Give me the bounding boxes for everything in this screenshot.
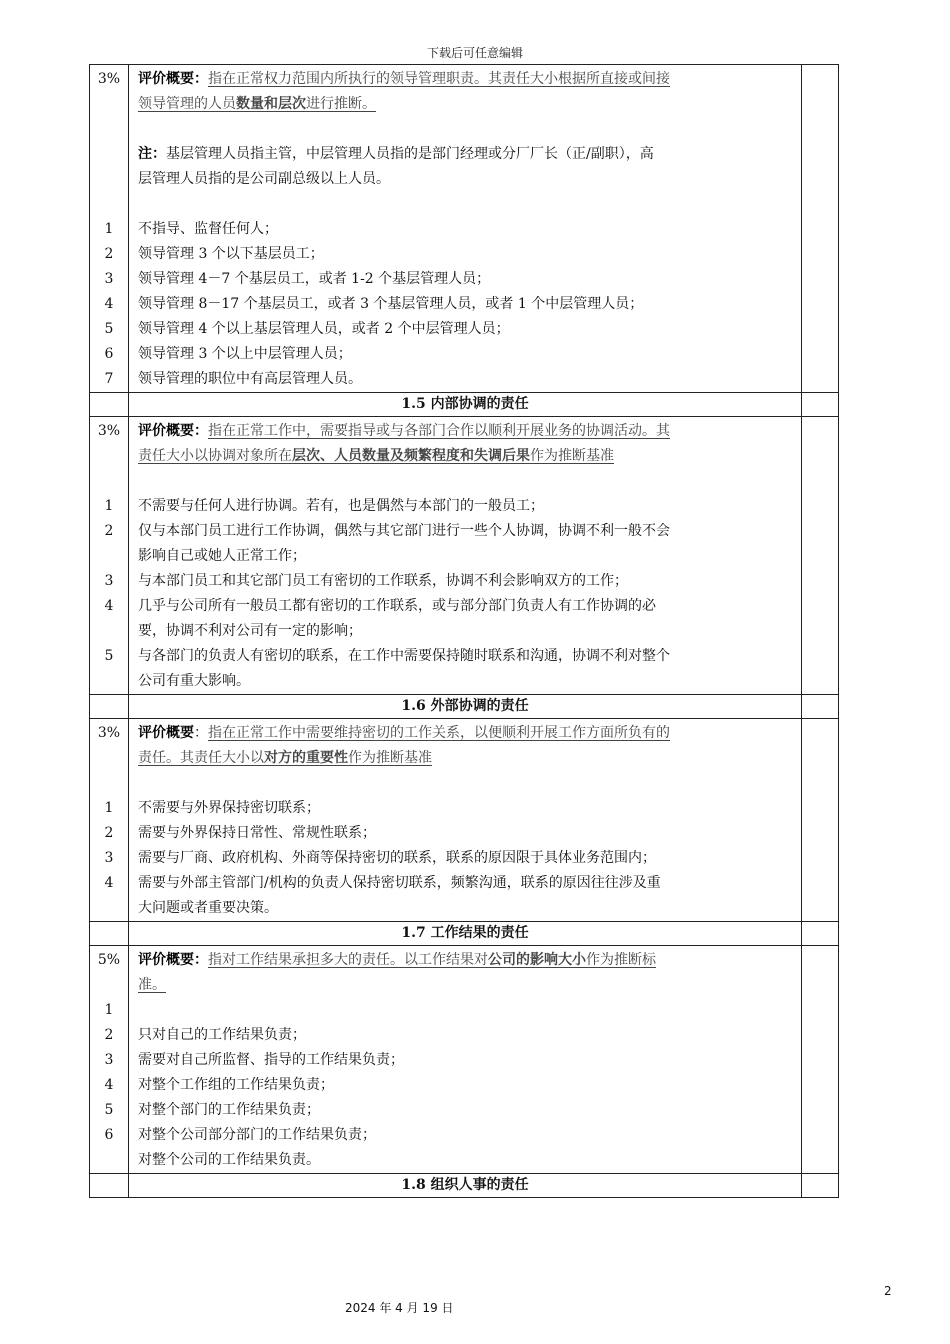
level-item: 仅与本部门员工进行工作协调，偶然与其它部门进行一些个人协调，协调不利一般不会 bbox=[138, 523, 670, 539]
page-header: 下载后可任意编辑 bbox=[426, 46, 523, 60]
summary-text: 责任。其责任大小以 bbox=[138, 750, 264, 766]
summary-colon: ： bbox=[194, 725, 208, 741]
leadership-row bbox=[90, 65, 839, 393]
level-number: 6 bbox=[104, 346, 114, 362]
level-number: 3 bbox=[104, 1052, 114, 1068]
section-title: 1.5 内部协调的责任 bbox=[129, 393, 802, 417]
level-number: 3 bbox=[104, 573, 114, 589]
empty-cell bbox=[802, 1174, 839, 1198]
score-cell bbox=[802, 719, 839, 922]
level-number: 1 bbox=[104, 498, 114, 514]
level-item: 领导管理 8－17 个基层员工，或者 3 个基层管理人员，或者 1 个中层管理人员； bbox=[138, 296, 644, 312]
weight-value: 5% bbox=[97, 952, 121, 968]
empty-cell bbox=[802, 695, 839, 719]
level-number: 2 bbox=[104, 523, 114, 539]
level-item: 领导管理 4－7 个基层员工，或者 1-2 个基层管理人员； bbox=[138, 271, 491, 287]
level-number: 5 bbox=[104, 1102, 114, 1118]
internal-row bbox=[90, 417, 839, 695]
section-title: 1.7 工作结果的责任 bbox=[129, 922, 802, 946]
level-item-cont: 要，协调不利对公司有一定的影响； bbox=[138, 623, 362, 639]
level-item: 与各部门的负责人有密切的联系，在工作中需要保持随时联系和沟通，协调不利对整个 bbox=[138, 648, 670, 664]
weight-value: 3% bbox=[97, 423, 121, 439]
section-title-row bbox=[90, 695, 839, 719]
summary-text: 指在正常工作中，需要指导或与各部门合作以顺利开展业务的协调活动。其 bbox=[208, 423, 670, 439]
summary-text: 作为推断基准 bbox=[348, 750, 432, 766]
score-cell bbox=[802, 417, 839, 695]
results-numbers bbox=[90, 946, 129, 1174]
level-number: 2 bbox=[104, 825, 114, 841]
summary-text: 指在正常权力范围内所执行的领导管理职责。其责任大小根据所直接或间接 bbox=[208, 71, 670, 87]
evaluation-table bbox=[89, 64, 839, 1198]
level-item-cont: 大问题或者重要决策。 bbox=[138, 900, 278, 916]
summary-label: 评价概要 bbox=[138, 725, 194, 741]
summary-line bbox=[138, 67, 792, 92]
summary-text: 领导管理的人员 bbox=[138, 96, 236, 112]
internal-content bbox=[129, 417, 802, 695]
level-number: 3 bbox=[104, 271, 114, 287]
summary-keyword: 公司的影响大小 bbox=[488, 952, 586, 968]
section-title-row bbox=[90, 393, 839, 417]
summary-text: 指对工作结果承担多大的责任。以工作结果对 bbox=[208, 952, 488, 968]
weight-value: 3% bbox=[97, 725, 121, 741]
level-number: 5 bbox=[104, 648, 114, 664]
level-item: 领导管理的职位中有高层管理人员。 bbox=[138, 371, 362, 387]
summary-label: 评价概要： bbox=[138, 952, 208, 968]
level-item: 需要与外界保持日常性、常规性联系； bbox=[138, 825, 376, 841]
leadership-numbers bbox=[90, 65, 129, 393]
internal-numbers bbox=[90, 417, 129, 695]
summary-text: 准。 bbox=[138, 977, 166, 993]
empty-cell bbox=[90, 393, 129, 417]
page-number: 2 bbox=[884, 1284, 892, 1298]
level-number: 1 bbox=[104, 800, 114, 816]
level-item: 需要与厂商、政府机构、外商等保持密切的联系，联系的原因限于具体业务范围内； bbox=[138, 850, 656, 866]
level-number: 6 bbox=[104, 1127, 114, 1143]
level-number: 1 bbox=[104, 221, 114, 237]
level-item: 领导管理 3 个以下基层员工； bbox=[138, 246, 324, 262]
summary-line bbox=[138, 948, 792, 973]
level-item: 不需要与外界保持密切联系； bbox=[138, 800, 320, 816]
level-item: 几乎与公司所有一般员工都有密切的工作联系，或与部分部门负责人有工作协调的必 bbox=[138, 598, 656, 614]
score-cell bbox=[802, 65, 839, 393]
footer-date: 2024 年 4 月 19 日 bbox=[345, 1301, 454, 1315]
section-title-row bbox=[90, 1174, 839, 1198]
section-title-row bbox=[90, 922, 839, 946]
weight-value: 3% bbox=[97, 71, 121, 87]
level-item: 需要与外部主管部门/机构的负责人保持密切联系，频繁沟通，联系的原因往往涉及重 bbox=[138, 875, 661, 891]
level-item: 领导管理 4 个以上基层管理人员，或者 2 个中层管理人员； bbox=[138, 321, 510, 337]
summary-line bbox=[138, 92, 792, 117]
level-item-cont: 影响自己或她人正常工作； bbox=[138, 548, 306, 564]
summary-text: 作为推断基准 bbox=[530, 448, 614, 464]
summary-keyword: 层次、人员数量及频繁程度和失调后果 bbox=[292, 448, 530, 464]
results-content bbox=[129, 946, 802, 1174]
summary-line bbox=[138, 721, 792, 746]
level-number: 2 bbox=[104, 246, 114, 262]
external-numbers bbox=[90, 719, 129, 922]
section-title: 1.8 组织人事的责任 bbox=[129, 1174, 802, 1198]
level-item: 对整个部门的工作结果负责； bbox=[138, 1102, 320, 1118]
level-item: 对整个工作组的工作结果负责； bbox=[138, 1077, 334, 1093]
results-row bbox=[90, 946, 839, 1174]
level-item-cont: 公司有重大影响。 bbox=[138, 673, 250, 689]
note-line bbox=[138, 142, 792, 167]
summary-label: 评价概要： bbox=[138, 423, 208, 439]
level-number: 4 bbox=[104, 1077, 114, 1093]
summary-text: 作为推断标 bbox=[586, 952, 656, 968]
note-line: 层管理人员指的是公司副总级以上人员。 bbox=[138, 171, 390, 187]
summary-text: 进行推断。 bbox=[306, 96, 376, 112]
summary-line bbox=[138, 444, 792, 469]
level-item: 不指导、监督任何人； bbox=[138, 221, 278, 237]
empty-cell bbox=[90, 922, 129, 946]
summary-line bbox=[138, 419, 792, 444]
section-title: 1.6 外部协调的责任 bbox=[129, 695, 802, 719]
empty-cell bbox=[802, 393, 839, 417]
level-item: 领导管理 3 个以上中层管理人员； bbox=[138, 346, 352, 362]
level-item: 对整个公司的工作结果负责。 bbox=[138, 1152, 320, 1168]
score-cell bbox=[802, 946, 839, 1174]
level-number: 2 bbox=[104, 1027, 114, 1043]
empty-cell bbox=[802, 922, 839, 946]
level-item: 对整个公司部分部门的工作结果负责； bbox=[138, 1127, 376, 1143]
level-item: 只对自己的工作结果负责； bbox=[138, 1027, 306, 1043]
level-number: 5 bbox=[104, 321, 114, 337]
level-number: 1 bbox=[104, 1002, 114, 1018]
summary-text: 指在正常工作中需要维持密切的工作关系，以便顺利开展工作方面所负有的 bbox=[208, 725, 670, 741]
level-item: 不需要与任何人进行协调。若有，也是偶然与本部门的一般员工； bbox=[138, 498, 544, 514]
level-number: 7 bbox=[104, 371, 114, 387]
note-label: 注： bbox=[138, 146, 166, 162]
external-content bbox=[129, 719, 802, 922]
leadership-content bbox=[129, 65, 802, 393]
summary-line bbox=[138, 746, 792, 771]
empty-cell bbox=[90, 1174, 129, 1198]
summary-keyword: 对方的重要性 bbox=[264, 750, 348, 766]
level-item: 与本部门员工和其它部门员工有密切的工作联系，协调不利会影响双方的工作； bbox=[138, 573, 628, 589]
level-number: 4 bbox=[104, 296, 114, 312]
level-number: 4 bbox=[104, 875, 114, 891]
level-number: 4 bbox=[104, 598, 114, 614]
summary-line bbox=[138, 973, 792, 998]
summary-text: 责任大小以协调对象所在 bbox=[138, 448, 292, 464]
note-text: 基层管理人员指主管，中层管理人员指的是部门经理或分厂厂长（正/副职），高 bbox=[166, 146, 654, 162]
level-item: 需要对自己所监督、指导的工作结果负责； bbox=[138, 1052, 404, 1068]
level-number: 3 bbox=[104, 850, 114, 866]
summary-keyword: 数量和层次 bbox=[236, 96, 306, 112]
summary-label: 评价概要： bbox=[138, 71, 208, 87]
external-row bbox=[90, 719, 839, 922]
empty-cell bbox=[90, 695, 129, 719]
